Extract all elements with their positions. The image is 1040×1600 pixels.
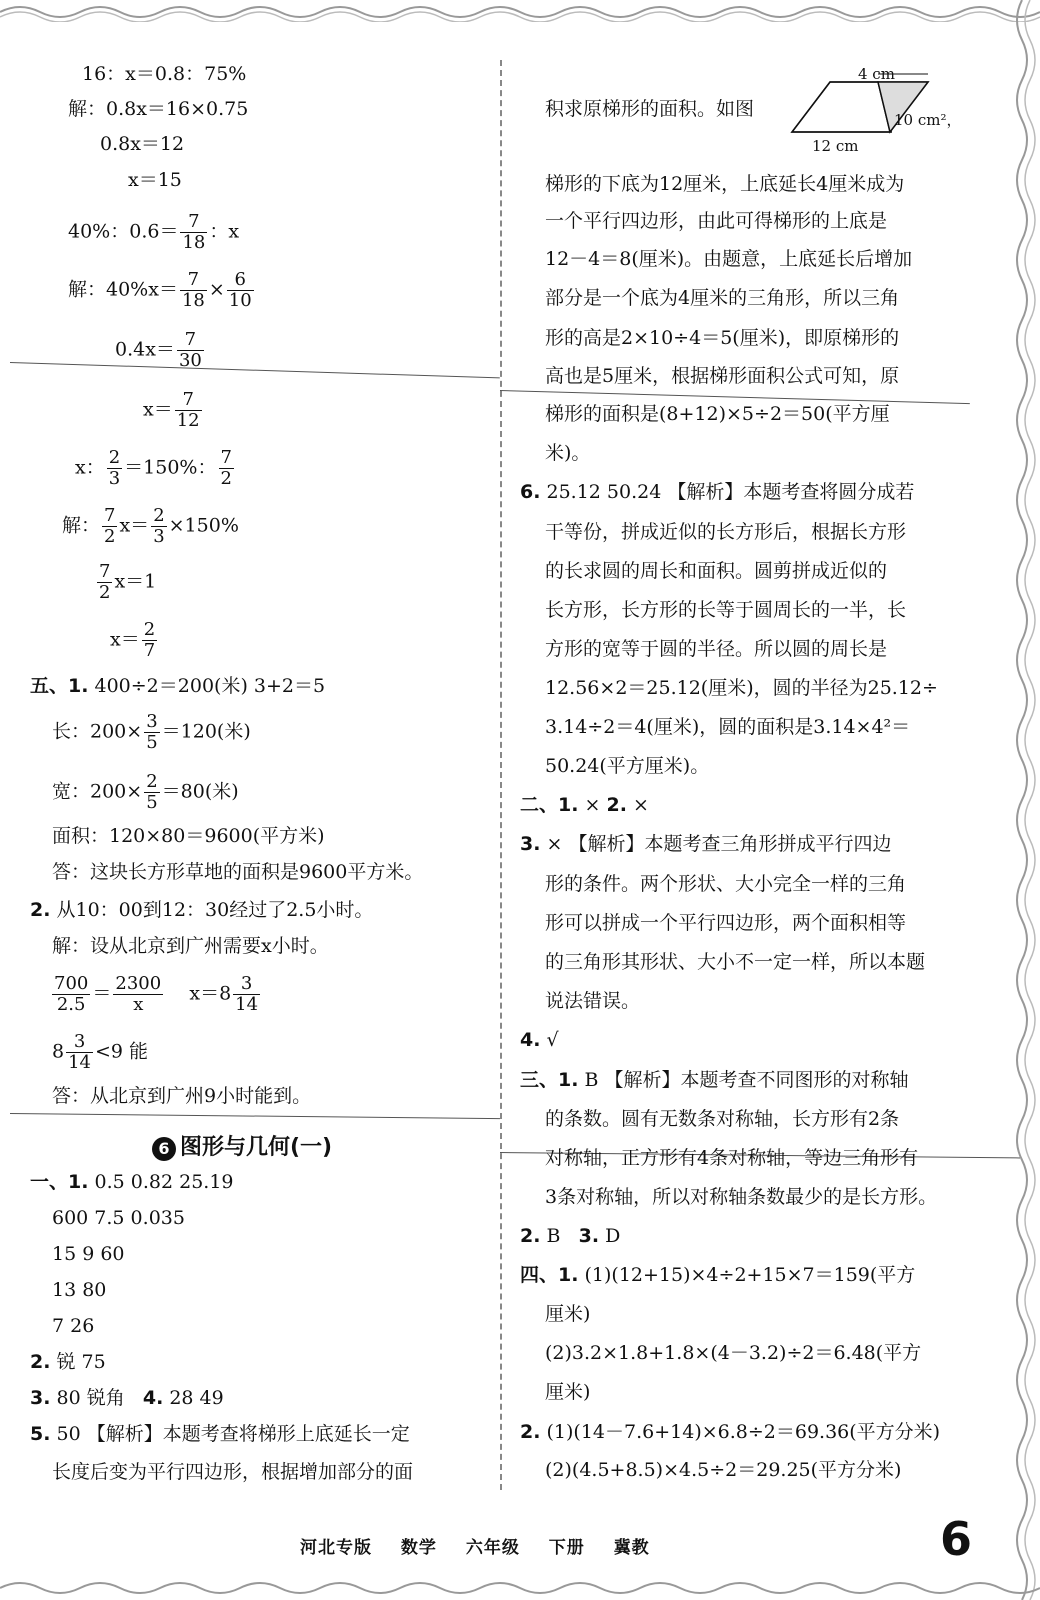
si2-line-1: 2. (1)(14－7.6+14)×6.8÷2＝69.36(平方分米) — [520, 1421, 941, 1443]
section-heading — [152, 1130, 332, 1161]
column-divider — [500, 60, 502, 1490]
figure-label-right: 10 cm²， — [894, 111, 962, 129]
si2-line-2: (2)(4.5+8.5)×4.5÷2＝29.25(平方分米) — [545, 1459, 902, 1481]
page-number: 6 — [940, 1512, 973, 1566]
section-number-badge: 6 — [152, 1137, 176, 1161]
fold-line-left — [10, 362, 500, 378]
footer-grade: 六年级 — [465, 1538, 520, 1558]
er3-line-3: 形可以拼成一个平行四边形，两个面积相等 — [545, 912, 907, 934]
trapezoid-shape — [792, 82, 892, 132]
fraction: $\frac{7}{2}$ — [104, 505, 116, 547]
footer-volume: 下册 — [548, 1538, 585, 1558]
equation-3-step-3: x＝ $\frac{2}{7}$ — [110, 619, 156, 661]
r-line-2: 梯形的下底为12厘米，上底延长4厘米成为 — [545, 173, 905, 195]
s1-line-3: 15 9 60 — [52, 1243, 125, 1265]
footer-subject: 数学 — [400, 1538, 437, 1558]
equation-2-step-1: 解：40%x＝ $\frac{7}{18}$ × $\frac{6}{10}$ — [68, 269, 252, 311]
equation-1: 16：x＝0.8：75% — [82, 63, 247, 85]
r-line-9: 米)。 — [545, 442, 591, 464]
si-line-1: 四、1. (1)(12+15)×4÷2+15×7＝159(平方 — [520, 1264, 916, 1286]
s3-s4-line: 3. 80 锐角 4. 28 49 — [30, 1387, 224, 1409]
wavy-border-right — [1000, 0, 1040, 1600]
er3-line-5: 说法错误。 — [545, 990, 641, 1012]
q5-2-proportion: $\frac{700}{2.5}$ ＝ $\frac{2300}{x}$ x＝8 $\frac{3}{14}$ — [54, 973, 259, 1015]
er3-line-1: 3. × 【解析】本题考查三角形拼成平行四边 — [520, 833, 892, 855]
q6-line-3: 的长求圆的周长和面积。圆剪拼成近似的 — [545, 560, 888, 582]
er3-line-4: 的三角形其形状、大小不一定一样，所以本题 — [545, 951, 926, 973]
fraction: $\frac{3}{14}$ — [235, 973, 259, 1015]
footer-edition: 冀教 — [613, 1538, 650, 1558]
s1-line-4: 13 80 — [52, 1279, 107, 1301]
wavy-border-top — [0, 0, 1040, 22]
san-line-2: 的条数。圆有无数条对称轴，长方形有2条 — [545, 1108, 900, 1130]
q5-area: 面积：120×80＝9600(平方米) — [52, 825, 325, 847]
fraction: $\frac{7}{12}$ — [176, 389, 200, 431]
san-line-1: 三、1. B 【解析】本题考查不同图形的对称轴 — [520, 1069, 909, 1091]
fraction: $\frac{7}{18}$ — [181, 269, 205, 311]
fraction: $\frac{2300}{x}$ — [115, 973, 162, 1015]
q5-2-answer: 答：从北京到广州9小时能到。 — [52, 1085, 312, 1107]
fraction: $\frac{2}{7}$ — [143, 619, 156, 661]
q6-line-1: 6. 25.12 50.24 【解析】本题考查将圆分成若 — [520, 481, 915, 503]
section-title: 图形与几何(一) — [180, 1135, 333, 1160]
fraction: $\frac{2}{3}$ — [153, 505, 165, 547]
san-line-4: 3条对称轴，所以对称轴条数最少的是长方形。 — [545, 1186, 938, 1208]
footer — [300, 1533, 672, 1558]
san-2-3-line: 2. B 3. D — [520, 1225, 621, 1247]
q5-length: 长：200× $\frac{3}{5}$ ＝120(米) — [52, 711, 251, 753]
fraction: $\frac{7}{30}$ — [178, 329, 202, 371]
fraction: $\frac{2}{5}$ — [146, 771, 158, 813]
r-line-5: 部分是一个底为4厘米的三角形，所以三角 — [545, 287, 900, 309]
wavy-border-bottom — [0, 1578, 1040, 1600]
q6-line-8: 50.24(平方厘米)。 — [545, 755, 710, 777]
er3-line-2: 形的条件。两个形状、大小完全一样的三角 — [545, 873, 907, 895]
s5-line-1: 5. 50 【解析】本题考查将梯形上底延长一定 — [30, 1423, 410, 1445]
equation-1-step-2: 0.8x＝12 — [100, 133, 185, 155]
q5-1: 五、1. 400÷2＝200(米) 3+2＝5 — [30, 675, 326, 697]
fraction: $\frac{3}{14}$ — [68, 1031, 91, 1073]
equation-2-step-2: 0.4x＝ $\frac{7}{30}$ — [115, 329, 202, 371]
r-line-7: 高也是5厘米，根据梯形面积公式可知，原 — [545, 365, 900, 387]
r-line-1: 积求原梯形的面积。如图 — [545, 98, 755, 120]
q6-line-7: 3.14÷2＝4(厘米)，圆的面积是3.14×4²＝ — [545, 716, 911, 738]
fraction: $\frac{700}{2.5}$ — [54, 973, 89, 1015]
equation-1-step-3: x＝15 — [128, 169, 182, 191]
equation-3: x： $\frac{2}{3}$ ＝150%： $\frac{7}{2}$ — [75, 447, 232, 489]
fraction: $\frac{7}{2}$ — [220, 447, 232, 489]
r-line-6: 形的高是2×10÷4＝5(厘米)，即原梯形的 — [545, 327, 900, 349]
fraction: $\frac{7}{18}$ — [182, 211, 206, 253]
figure-label-top: 4 cm — [858, 65, 895, 83]
equation-3-step-2: $\frac{7}{2}$ x＝1 — [99, 561, 157, 603]
q5-width: 宽：200× $\frac{2}{5}$ ＝80(米) — [52, 771, 239, 813]
q5-2-compare: 8 $\frac{3}{14}$ <9 能 — [52, 1031, 149, 1073]
equation-3-step-1: 解： $\frac{7}{2}$ x＝ $\frac{2}{3}$ ×150% — [62, 505, 239, 547]
footer-province: 河北专版 — [300, 1538, 372, 1558]
fraction: $\frac{3}{5}$ — [146, 711, 158, 753]
fraction: $\frac{6}{10}$ — [228, 269, 252, 311]
q6-line-2: 干等份，拼成近似的长方形后，根据长方形 — [545, 521, 907, 543]
equation-2 — [68, 212, 239, 253]
s1-line-1: 一、1. 0.5 0.82 25.19 — [30, 1171, 234, 1193]
si-line-4: 厘米) — [545, 1381, 591, 1403]
r-line-4: 12－4＝8(厘米)。由题意，上底延长后增加 — [545, 248, 913, 270]
s2-line: 2. 锐 75 — [30, 1351, 106, 1373]
fold-line-left-lower — [10, 1113, 500, 1119]
q6-line-5: 方形的宽等于圆的半径。所以圆的周长是 — [545, 638, 888, 660]
s5-line-2: 长度后变为平行四边形，根据增加部分的面 — [52, 1461, 414, 1483]
er-line-1: 二、1. × 2. × — [520, 794, 649, 816]
q5-2-step-1: 解：设从北京到广州需要x小时。 — [52, 935, 329, 957]
q6-line-4: 长方形，长方形的长等于圆周长的一半，长 — [545, 599, 907, 621]
fraction: $\frac{2}{3}$ — [108, 447, 121, 489]
q5-1-tag: 五、1. — [30, 675, 89, 697]
q5-2: 2. 从10：00到12：30经过了2.5小时。 — [30, 899, 374, 921]
s1-line-2: 600 7.5 0.035 — [52, 1207, 185, 1229]
eq2-suffix: ：x — [209, 220, 240, 243]
eq2-prefix: 40%：0.6＝ — [68, 220, 179, 243]
fraction: $\frac{7}{2}$ — [99, 561, 111, 603]
q5-answer: 答：这块长方形草地的面积是9600平方米。 — [52, 861, 424, 883]
san-line-3: 对称轴，正方形有4条对称轴，等边三角形有 — [545, 1147, 919, 1169]
figure-label-bottom: 12 cm — [812, 137, 859, 155]
si-line-3: (2)3.2×1.8+1.8×(4－3.2)÷2＝6.48(平方 — [545, 1342, 922, 1364]
s1-line-5: 7 26 — [52, 1315, 95, 1337]
equation-1-step-1: 解：0.8x＝16×0.75 — [68, 98, 249, 120]
er4-line: 4. √ — [520, 1029, 559, 1051]
r-line-3: 一个平行四边形，由此可得梯形的上底是 — [545, 210, 888, 232]
si-line-2: 厘米) — [545, 1303, 591, 1325]
q6-line-6: 12.56×2＝25.12(厘米)，圆的半径为25.12÷ — [545, 677, 938, 699]
equation-2-step-3: x＝ $\frac{7}{12}$ — [143, 389, 200, 431]
r-line-8: 梯形的面积是(8+12)×5÷2＝50(平方厘 — [545, 403, 890, 425]
